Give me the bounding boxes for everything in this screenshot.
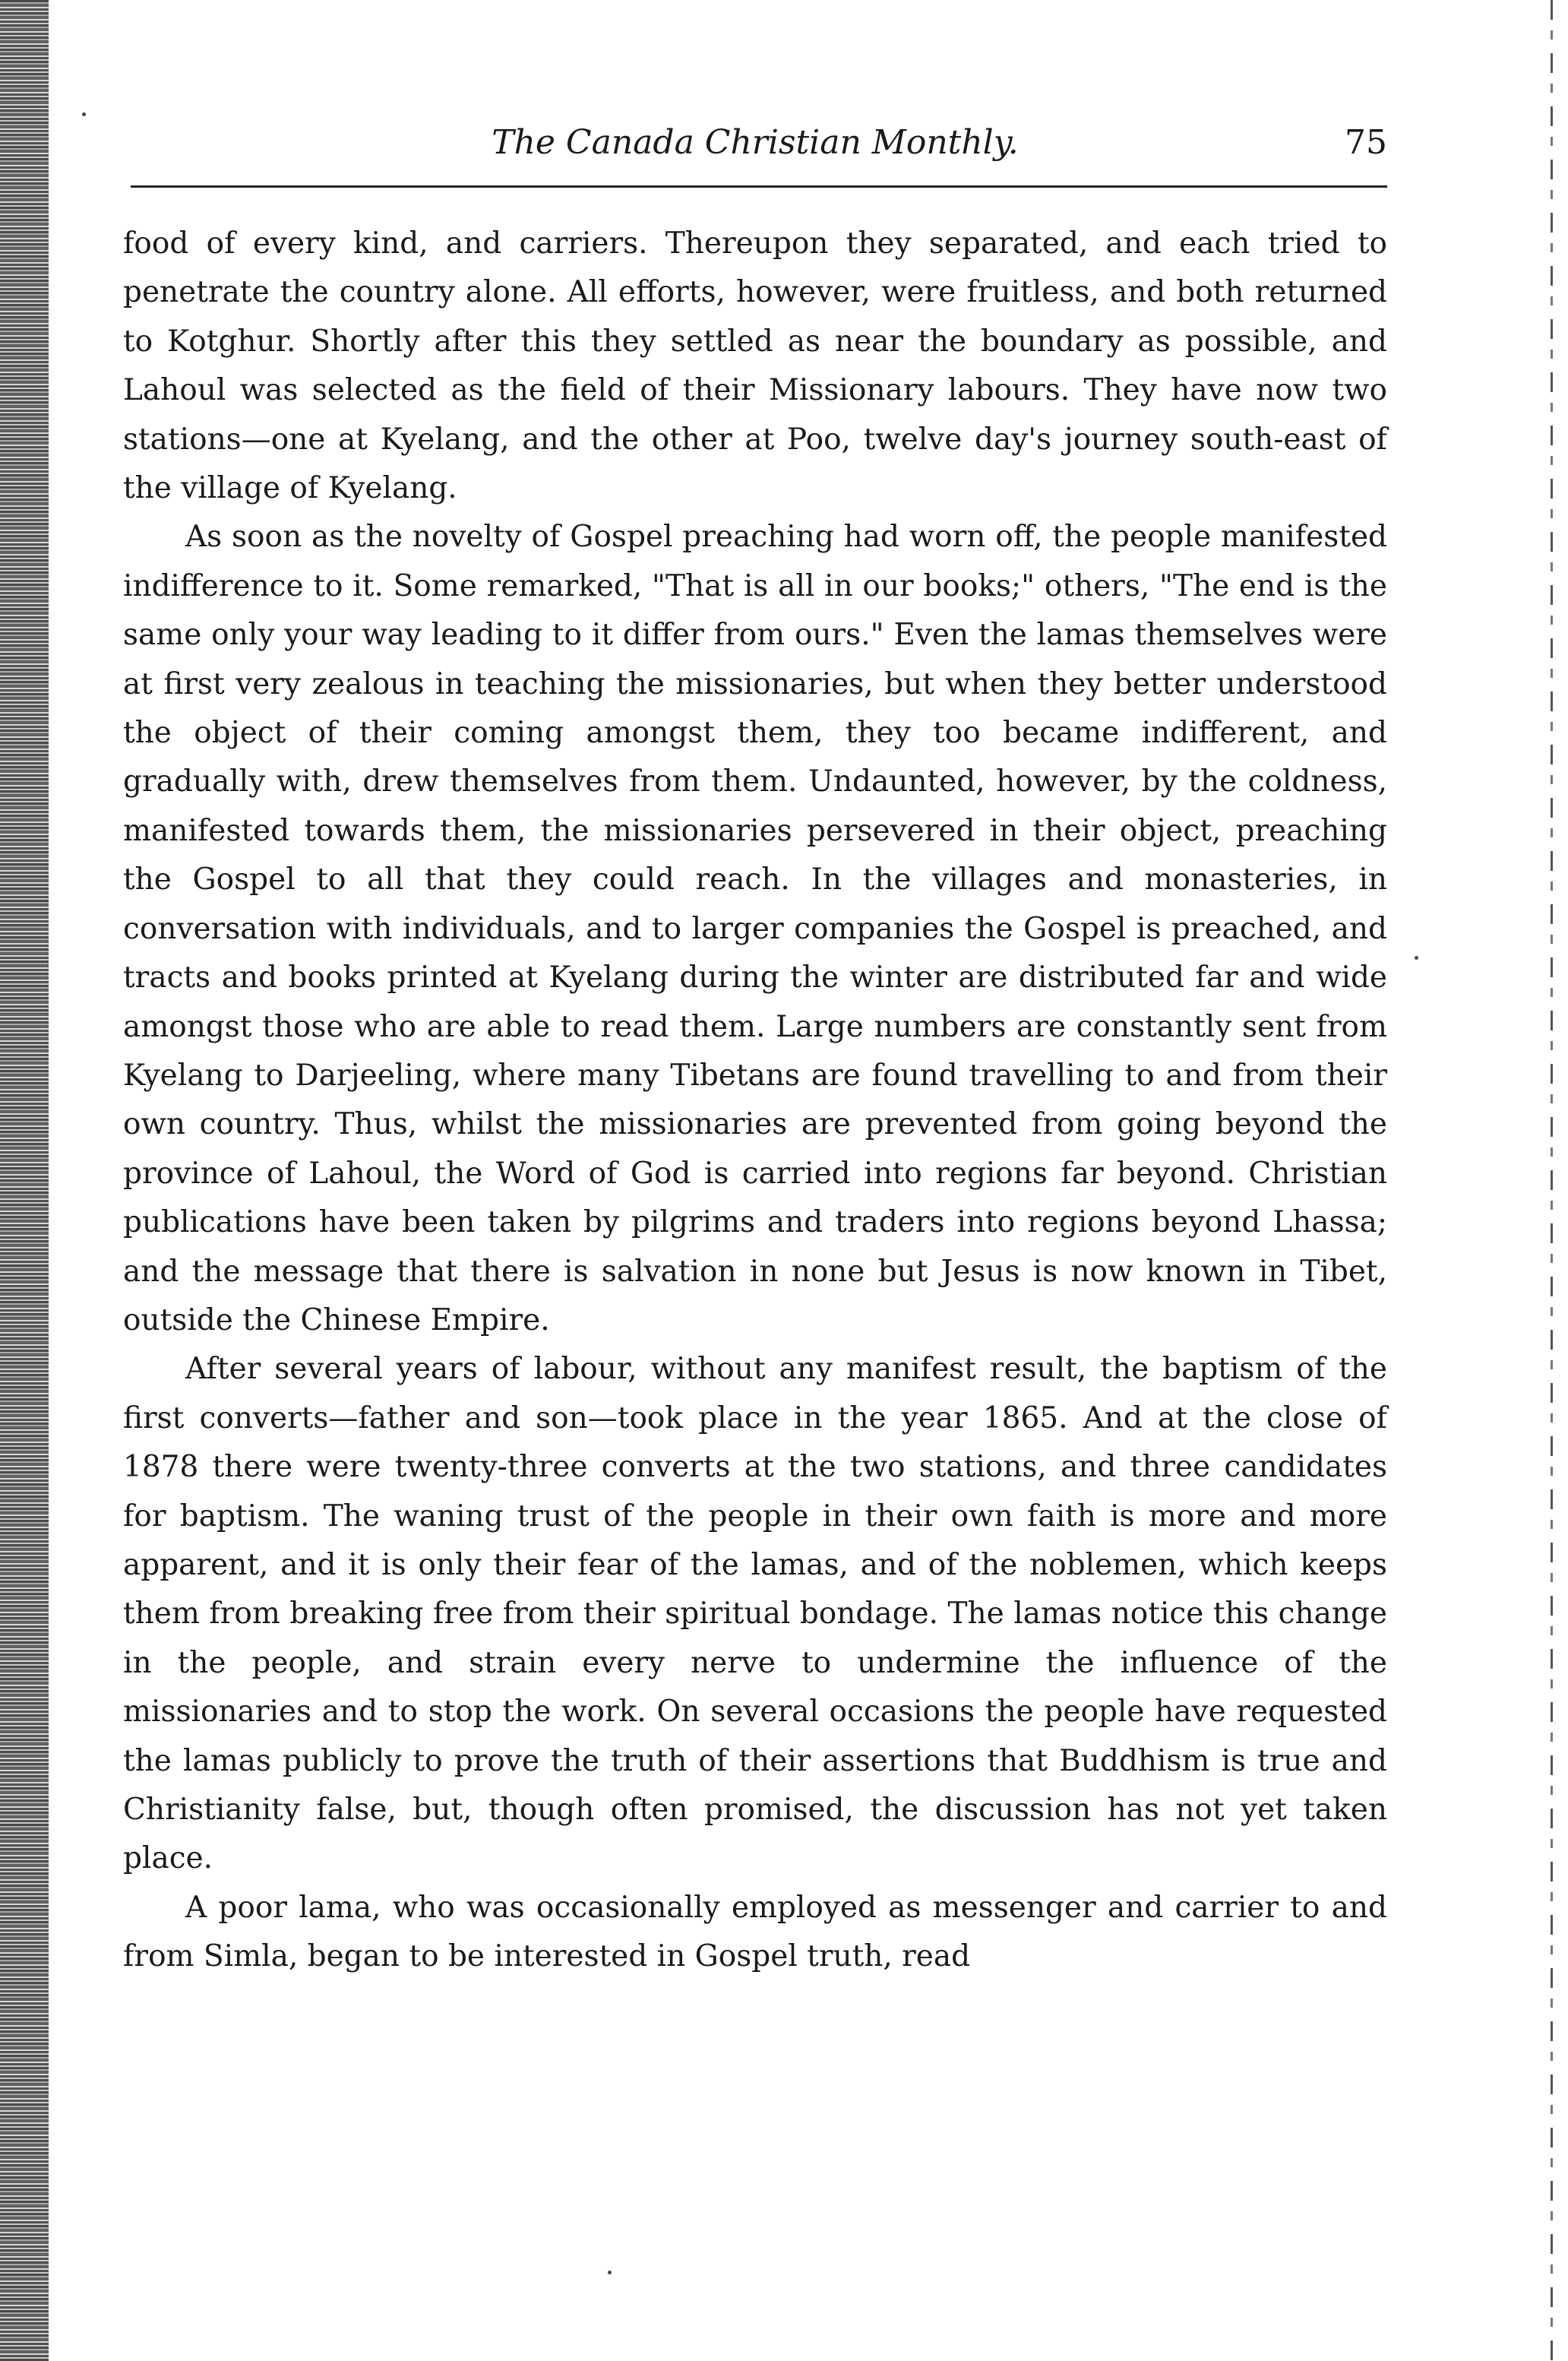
scan-speck: [1415, 956, 1418, 960]
scan-speck: [82, 112, 86, 116]
scan-binding-edge: [0, 0, 49, 2361]
paragraph-continued: food of every kind, and carriers. Thereupon they separated, and each tried to penetrate the country alone. All efforts, however, were fruitless, and both returned to Kotghur. Shortly after this they settled as near the boundary as possible, and Lahoul was selected as the field of their Missionary labours. They have now two stations—one at Kyelang, and the other at Poo, twelve day's journey south-east of the village of Kyelang.: [123, 226, 1387, 506]
page-content: [123, 122, 1387, 1982]
running-header: [123, 122, 1387, 179]
paragraph: A poor lama, who was occasionally employed as messenger and carrier to and from Simla, began to be interested in Gospel truth, read: [123, 1890, 1387, 1974]
page-number: 75: [1345, 123, 1387, 162]
scan-right-edge: [1551, 0, 1553, 2361]
article-body: [123, 220, 1387, 1982]
scan-speck: [608, 2271, 612, 2274]
header-rule: [131, 185, 1387, 188]
paragraph: After several years of labour, without any manifest result, the baptism of the first converts—father and son—took place in the year 1865. And at the close of 1878 there were twenty-three converts at the two stations, and three candidates for baptism. The waning trust of the people in their own faith is more and more apparent, and it is only their fear of the lamas, and of the noblemen, which keeps them from breaking free from their spiritual bondage. The lamas notice this change in the people, and strain every nerve to undermine the influence of the missionaries and to stop the work. On several occasions the people have requested the lamas publicly to prove the truth of their assertions that Buddhism is true and Christianity false, but, though often promised, the discussion has not yet taken place.: [123, 1352, 1387, 1876]
paragraph: As soon as the novelty of Gospel preaching had worn off, the people manifested indifference to it. Some remarked, "That is all in our books;" others, "The end is the same only your way leading to it differ from ours." Even the lamas themselves were at first very zealous in teaching the missionaries, but when they better understood the object of their coming amongst them, they too became indifferent, and gradually with, drew themselves from them. Undaunted, however, by the coldness, manifested towards them, the missionaries persevered in their object, preaching the Gospel to all that they could reach. In the villages and monasteries, in conversation with individuals, and to larger companies the Gospel is preached, and tracts and books printed at Kyelang during the winter are distributed far and wide amongst those who are able to read them. Large numbers are constantly sent from Kyelang to Darjeeling, where many Tibetans are found travelling to and from their own country. Thus, whilst the missionaries are prevented from going beyond the province of Lahoul, the Word of God is carried into regions far beyond. Christian publications have been taken by pilgrims and traders into regions beyond Lhassa; and the message that there is salvation in none but Jesus is now known in Tibet, outside the Chinese Empire.: [123, 520, 1387, 1337]
running-title: The Canada Christian Monthly.: [492, 123, 1019, 162]
